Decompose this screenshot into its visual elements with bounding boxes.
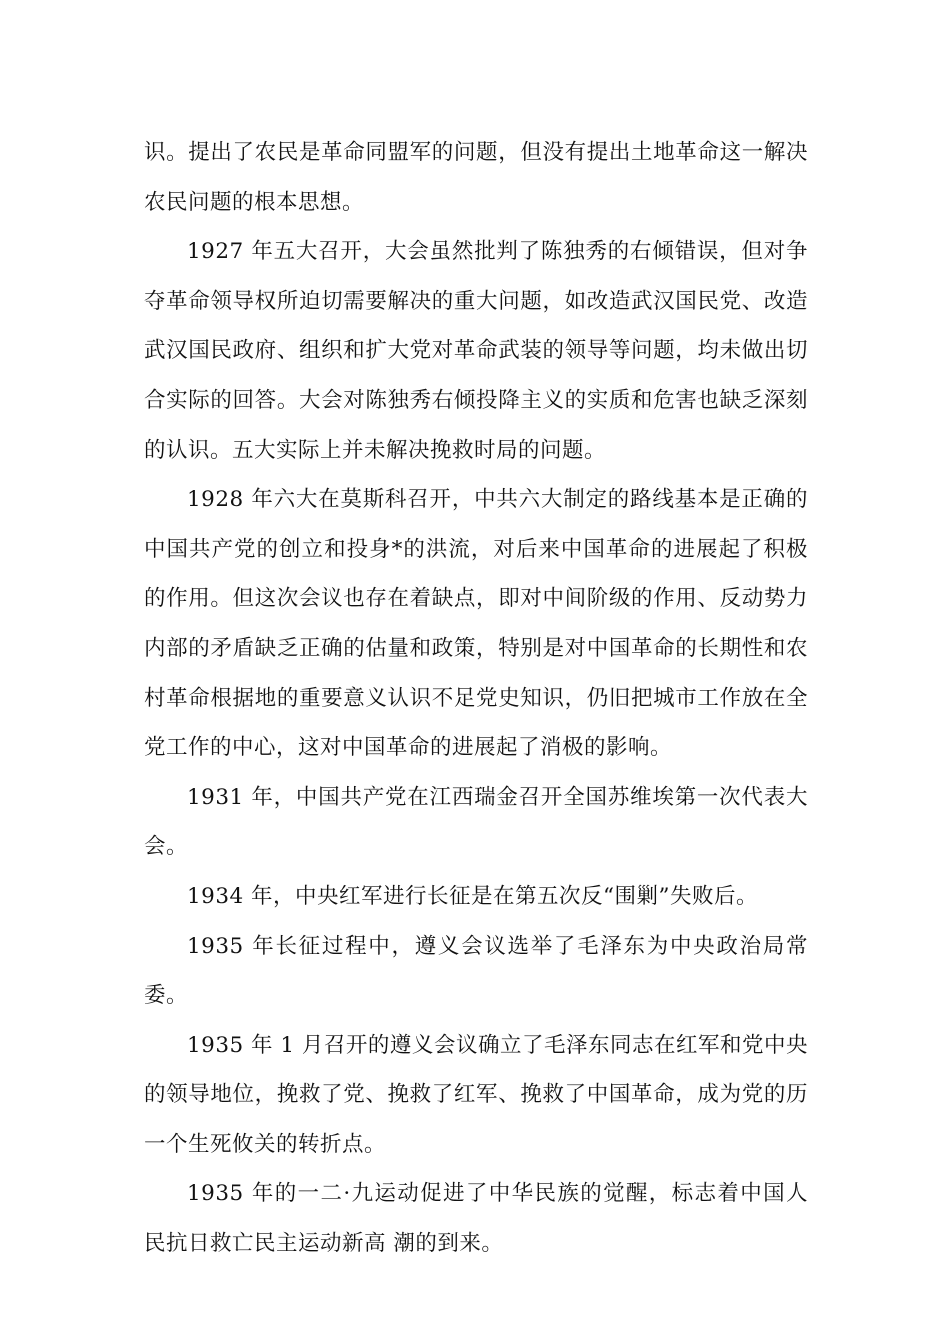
paragraph-1934-long-march: 1934 年，中央红军进行长征是在第五次反“围剿”失败后。 bbox=[187, 883, 759, 909]
paragraph-continuation: 识。提出了农民是革命同盟军的问题，但没有提出土地革命这一解决农民问题的根本思想。 bbox=[144, 140, 808, 215]
paragraph-1935-december-ninth: 1935 年的一二·九运动促进了中华民族的觉醒，标志着中国人民抗日救亡民主运动新高 潮的到来。 bbox=[144, 1181, 808, 1257]
paragraph-1935-zunyi-election: 1935 年长征过程中，遵义会议选举了毛泽东为中央政治局常委。 bbox=[144, 933, 808, 1009]
paragraph-1935-zunyi-meeting: 1935 年 1 月召开的遵义会议确立了毛泽东同志在红军和党中央的领导地位，挽救了党、挽救了红军、挽救了中国革命，成为党的历一个生死攸关的转折点。 bbox=[144, 1032, 808, 1157]
paragraph-1931-soviet-congress: 1931 年，中国共产党在江西瑞金召开全国苏维埃第一次代表大会。 bbox=[144, 784, 808, 860]
paragraph-fifth-congress: 1927 年五大召开，大会虽然批判了陈独秀的右倾错误，但对争夺革命领导权所迫切需要解决的重大问题，如改造武汉国民党、改造武汉国民政府、组织和扩大党对革命武装的领导等问题，均未做出切合实际的回答。大会对陈独秀右倾投降主义的实质和危害也缺乏深刻的认识。五大实际上并未解决挽救时局的问题。 bbox=[144, 239, 808, 463]
paragraph-sixth-congress: 1928 年六大在莫斯科召开，中共六大制定的路线基本是正确的中国共产党的创立和投身*的洪流，对后来中国革命的进展起了积极的作用。但这次会议也存在着缺点，即对中间阶级的作用、反动势力内部的矛盾缺乏正确的估量和政策，特别是对中国革命的长期性和农村革命根据地的重要意义认识不足党史知识，仍旧把城市工作放在全党工作的中心，这对中国革命的进展起了消极的影响。 bbox=[144, 487, 808, 761]
document-body bbox=[144, 128, 808, 1269]
